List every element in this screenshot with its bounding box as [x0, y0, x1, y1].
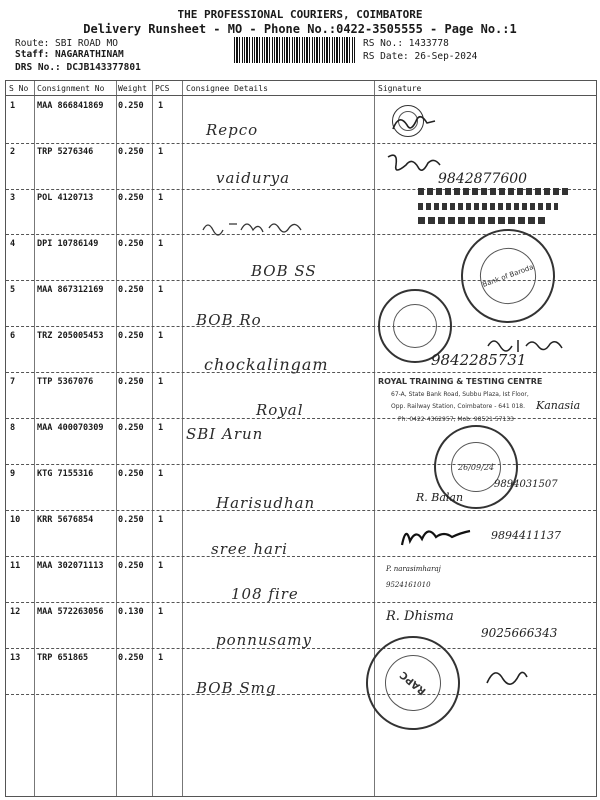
col-header-signature: Signature — [378, 84, 422, 93]
bank-stamp-text: Bank of Baroda — [481, 263, 535, 289]
row-3-pcs: 1 — [158, 193, 164, 203]
row-1-consignment: MAA 866841869 — [37, 101, 104, 111]
row-4-consignee: BOB SS — [251, 262, 317, 280]
row-13-signature — [481, 663, 531, 691]
row-3-consignment: POL 4120713 — [37, 193, 94, 203]
runsheet-table — [5, 80, 597, 797]
row-11-weight: 0.250 — [118, 561, 144, 571]
row-8-weight: 0.250 — [118, 423, 144, 433]
row-12-consignee: ponnusamy — [216, 631, 312, 649]
col-header-consignment: Consignment No — [37, 84, 105, 93]
row-2-weight: 0.250 — [118, 147, 144, 157]
row-6-weight: 0.250 — [118, 331, 144, 341]
row-9-phone: 9894031507 — [494, 479, 558, 490]
row-6-consignee: chockalingam — [204, 355, 329, 374]
row-12-signer: R. Dhisma — [386, 609, 454, 624]
row-11-pcs: 1 — [158, 561, 164, 571]
col-header-consignee: Consignee Details — [186, 84, 268, 93]
row-8-pcs: 1 — [158, 423, 164, 433]
row-11-consignee: 108 fire — [231, 585, 299, 603]
runsheet-title: Delivery Runsheet - MO - Phone No.:0422-3505555 - Page No.:1 — [83, 22, 517, 36]
row-7-consignment: TTP 5367076 — [37, 377, 94, 387]
row-7-signer: Kanasia — [536, 399, 581, 412]
row-1-signature — [388, 111, 438, 137]
tamil-stamp-line-3 — [418, 217, 548, 224]
row-7-sno: 7 — [10, 377, 16, 387]
row-7-stamp-address-2: Opp. Railway Station, Coimbatore - 641 018. — [391, 403, 525, 410]
row-13-pcs: 1 — [158, 653, 164, 663]
row-1-pcs: 1 — [158, 101, 164, 111]
row-12-sno: 12 — [10, 607, 21, 617]
tamil-stamp-line-1 — [418, 188, 568, 195]
row-6-phone: 9842285731 — [431, 351, 527, 369]
row-3-sno: 3 — [10, 193, 16, 203]
rapc-bank-stamp — [347, 617, 479, 749]
col-header-weight: Weight — [118, 84, 147, 93]
row-4-sno: 4 — [10, 239, 16, 249]
rs-number: RS No.: 1433778 — [363, 38, 449, 49]
row-2-consignment: TRP 5276346 — [37, 147, 94, 157]
row-9-consignee: Harisudhan — [216, 494, 316, 512]
row-7-consignee: Royal — [256, 401, 304, 419]
row-11-sno: 11 — [10, 561, 21, 571]
row-9-signer: R. Balan — [416, 491, 464, 504]
row-5-weight: 0.250 — [118, 285, 144, 295]
row-11-consignment: MAA 302071113 — [37, 561, 104, 571]
barcode — [234, 37, 356, 63]
row-11-signer: P. narasimharaj — [386, 565, 441, 573]
row-12-phone: 9025666343 — [481, 626, 558, 640]
row-2-pcs: 1 — [158, 147, 164, 157]
row-13-sno: 13 — [10, 653, 21, 663]
row-8-consignment: MAA 400070309 — [37, 423, 104, 433]
row-10-sno: 10 — [10, 515, 21, 525]
rapc-stamp-text: RAPC — [397, 669, 429, 697]
row-9-pcs: 1 — [158, 469, 164, 479]
rs-date: RS Date: 26-Sep-2024 — [363, 51, 478, 62]
row-10-consignee: sree hari — [211, 540, 288, 558]
row-12-consignment: MAA 572263056 — [37, 607, 104, 617]
row-9-consignment: KTG 7155316 — [37, 469, 94, 479]
row-7-stamp-address-1: 67-A, State Bank Road, Subbu Plaza, Ist Floor, — [391, 391, 529, 398]
row-5-consignee: BOB Ro — [196, 311, 262, 329]
row-1-weight: 0.250 — [118, 101, 144, 111]
row-10-phone: 9894411137 — [491, 529, 561, 542]
row-10-pcs: 1 — [158, 515, 164, 525]
row-10-signature — [396, 521, 476, 551]
row-9-sno: 9 — [10, 469, 16, 479]
col-header-pcs: PCS — [155, 84, 170, 93]
row-1-sno: 1 — [10, 101, 16, 111]
row-13-consignee: BOB Smg — [196, 679, 277, 697]
row-4-consignment: DPI 10786149 — [37, 239, 99, 249]
row-8-date: 26/09/24 — [458, 462, 494, 472]
row-2-sno: 2 — [10, 147, 16, 157]
row-7-company-stamp: ROYAL TRAINING & TESTING CENTRE — [378, 377, 543, 386]
row-2-consignee: vaidurya — [216, 169, 291, 187]
tamil-stamp-line-2 — [418, 203, 558, 210]
row-7-pcs: 1 — [158, 377, 164, 387]
row-11-phone: 9524161010 — [386, 581, 431, 589]
row-3-weight: 0.250 — [118, 193, 144, 203]
company-name: THE PROFESSIONAL COURIERS, COIMBATORE — [177, 8, 423, 21]
row-10-consignment: KRR 5676854 — [37, 515, 94, 525]
row-7-weight: 0.250 — [118, 377, 144, 387]
row-10-weight: 0.250 — [118, 515, 144, 525]
row-2-phone: 9842877600 — [438, 171, 528, 187]
row-8-sno: 8 — [10, 423, 16, 433]
row-4-weight: 0.250 — [118, 239, 144, 249]
route-label: Route: SBI ROAD MO — [15, 38, 118, 49]
row-5-consignment: MAA 867312169 — [37, 285, 104, 295]
row-1-consignee: Repco — [206, 121, 259, 139]
row-5-sno: 5 — [10, 285, 16, 295]
row-6-sno: 6 — [10, 331, 16, 341]
row-12-weight: 0.130 — [118, 607, 144, 617]
drs-number: DRS No.: DCJB143377801 — [15, 62, 141, 73]
row-9-weight: 0.250 — [118, 469, 144, 479]
row-8-consignee: SBI Arun — [186, 425, 264, 443]
row-5-pcs: 1 — [158, 285, 164, 295]
row-13-consignment: TRP 651865 — [37, 653, 89, 663]
row-4-pcs: 1 — [158, 239, 164, 249]
row-6-pcs: 1 — [158, 331, 164, 341]
row-6-consignment: TRZ 205005453 — [37, 331, 104, 341]
col-header-sno: S No — [9, 84, 29, 93]
row-7-stamp-phone: Ph: 0422-4362957, Mob: 98521 57133 — [398, 416, 514, 423]
row-3-tamil-handwriting — [201, 218, 311, 238]
row-13-weight: 0.250 — [118, 653, 144, 663]
row-12-pcs: 1 — [158, 607, 164, 617]
staff-label: Staff: NAGARATHINAM — [15, 49, 124, 60]
